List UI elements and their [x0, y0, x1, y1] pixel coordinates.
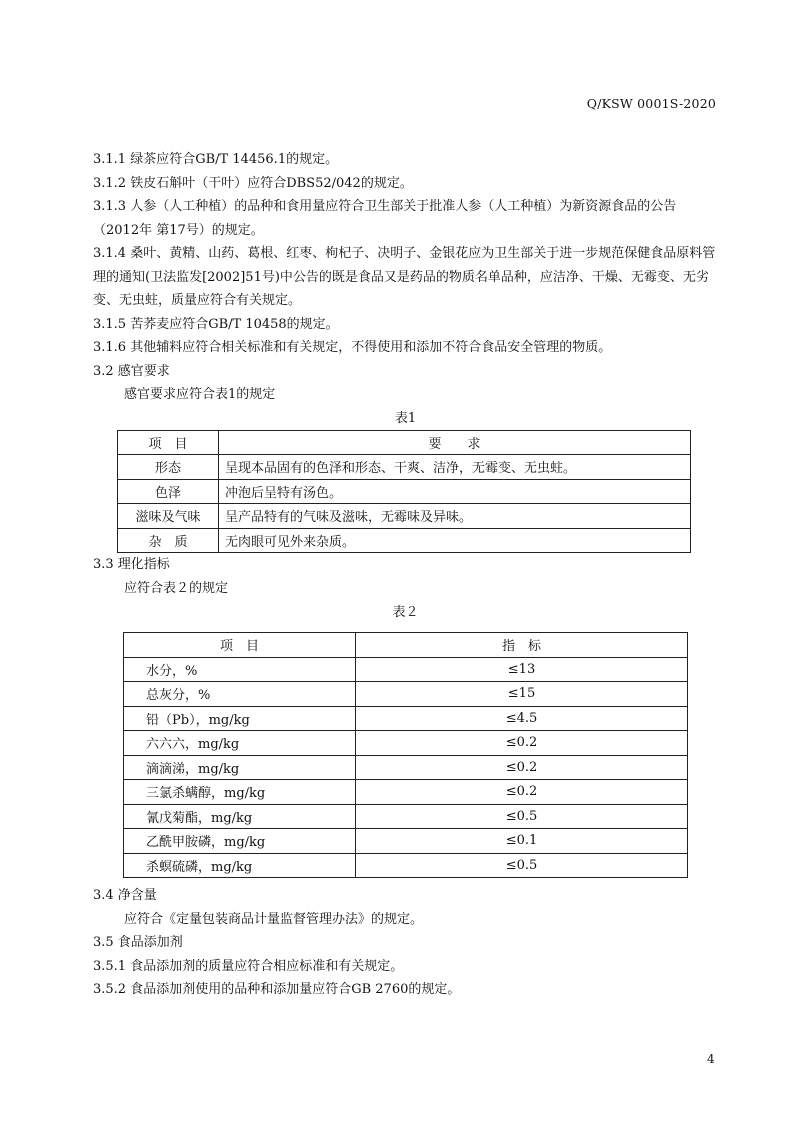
section-heading-3-3: 3.3 理化指标	[93, 557, 170, 572]
physicochemical-indicators-table	[123, 632, 688, 878]
table-cell: ≤0.2	[356, 755, 688, 780]
section-intro-3-4: 应符合《定量包装商品计量监督管理办法》的规定。	[124, 911, 424, 927]
table-header-row	[124, 633, 688, 658]
table2-caption: 表２	[392, 605, 419, 620]
table-cell: 总灰分，%	[124, 682, 356, 707]
clause-3-1-4: 3.1.4 桑叶、黄精、山药、葛根、红枣、枸杞子、决明子、金银花应为卫生部关于进一步规范保健食品原料管理的通知(卫法监发[2002]51号)中公告的既是食品又是药品的物质名单品种，应洁净、干燥、无霉变、无劣变、无虫蛀，质量应符合有关规定。	[93, 246, 716, 308]
table-row	[124, 657, 688, 682]
table-cell: ≤0.5	[356, 804, 688, 829]
clause-3-1-5: 3.1.5 苦荞麦应符合GB/T 10458的规定。	[93, 316, 339, 332]
table-cell: 色泽	[118, 479, 219, 504]
table-cell: ≤0.2	[356, 780, 688, 805]
clause-3-1-2: 3.1.2 铁皮石斛叶（干叶）应符合DBS52/042的规定。	[93, 175, 413, 191]
section-intro-3-3: 应符合表２的规定	[124, 580, 229, 596]
table-row	[124, 829, 688, 854]
column-header-indicator: 指 标	[356, 633, 688, 658]
table-row	[124, 853, 688, 878]
sensory-requirements-table	[117, 430, 691, 554]
document-code-header: Q/KSW 0001S-2020	[586, 96, 716, 111]
table-cell: 滋味及气味	[118, 504, 219, 529]
table-cell: ≤0.1	[356, 829, 688, 854]
table-row	[124, 780, 688, 805]
section-intro-3-2: 感官要求应符合表1的规定	[124, 387, 276, 402]
table-row	[124, 755, 688, 780]
table-cell: 形态	[118, 455, 219, 480]
page-number: 4	[707, 1052, 715, 1066]
column-header-item: 项 目	[118, 430, 219, 455]
table-cell: ≤13	[356, 657, 688, 682]
table-cell: 杂 质	[118, 528, 219, 553]
table-cell: 无肉眼可见外来杂质。	[219, 528, 691, 553]
table-cell: 滴滴涕，mg/kg	[124, 755, 356, 780]
clause-3-1-6: 3.1.6 其他辅料应符合相关标准和有关规定，不得使用和添加不符合食品安全管理的物质。	[93, 340, 612, 355]
clause-3-5-1: 3.5.1 食品添加剂的质量应符合相应标准和有关规定。	[93, 958, 404, 974]
clause-3-5-2: 3.5.2 食品添加剂使用的品种和添加量应符合GB 2760的规定。	[93, 982, 461, 997]
table-row	[118, 455, 691, 480]
section-heading-3-5: 3.5 食品添加剂	[93, 935, 183, 950]
table-cell: 六六六，mg/kg	[124, 731, 356, 756]
table-row	[124, 804, 688, 829]
column-header-item: 项 目	[124, 633, 356, 658]
table-cell: 水分，%	[124, 657, 356, 682]
table-cell: 冲泡后呈特有汤色。	[219, 479, 691, 504]
document-body	[93, 148, 718, 1002]
table-cell: ≤4.5	[356, 706, 688, 731]
clause-3-1-1: 3.1.1 绿茶应符合GB/T 14456.1的规定。	[93, 152, 339, 167]
column-header-requirement: 要 求	[219, 430, 691, 455]
table-row	[118, 479, 691, 504]
table-cell: ≤0.2	[356, 731, 688, 756]
table-cell: 铅（Pb），mg/kg	[124, 706, 356, 731]
table-cell: ≤15	[356, 682, 688, 707]
table-cell: 氰戊菊酯，mg/kg	[124, 804, 356, 829]
table1-caption: 表1	[394, 410, 417, 426]
section-heading-3-2: 3.2 感官要求	[93, 363, 170, 379]
table-cell: 三氯杀螨醇，mg/kg	[124, 780, 356, 805]
table-row	[124, 731, 688, 756]
table-row	[118, 504, 691, 529]
clause-3-1-3: 3.1.3 人参（人工种植）的品种和食用量应符合卫生部关于批准人参（人工种植）为新资源食品的公告（2012年 第17号）的规定。	[93, 199, 677, 238]
table-header-row	[118, 430, 691, 455]
table-cell: 杀螟硫磷，mg/kg	[124, 853, 356, 878]
table-row	[124, 682, 688, 707]
table-row	[118, 528, 691, 553]
table-cell: ≤0.5	[356, 853, 688, 878]
table-cell: 呈现本品固有的色泽和形态、干爽、洁净，无霉变、无虫蛀。	[219, 455, 691, 480]
table-cell: 呈产品特有的气味及滋味，无霉味及异味。	[219, 504, 691, 529]
section-heading-3-4: 3.4 净含量	[93, 888, 157, 903]
table-cell: 乙酰甲胺磷，mg/kg	[124, 829, 356, 854]
table-row	[124, 706, 688, 731]
